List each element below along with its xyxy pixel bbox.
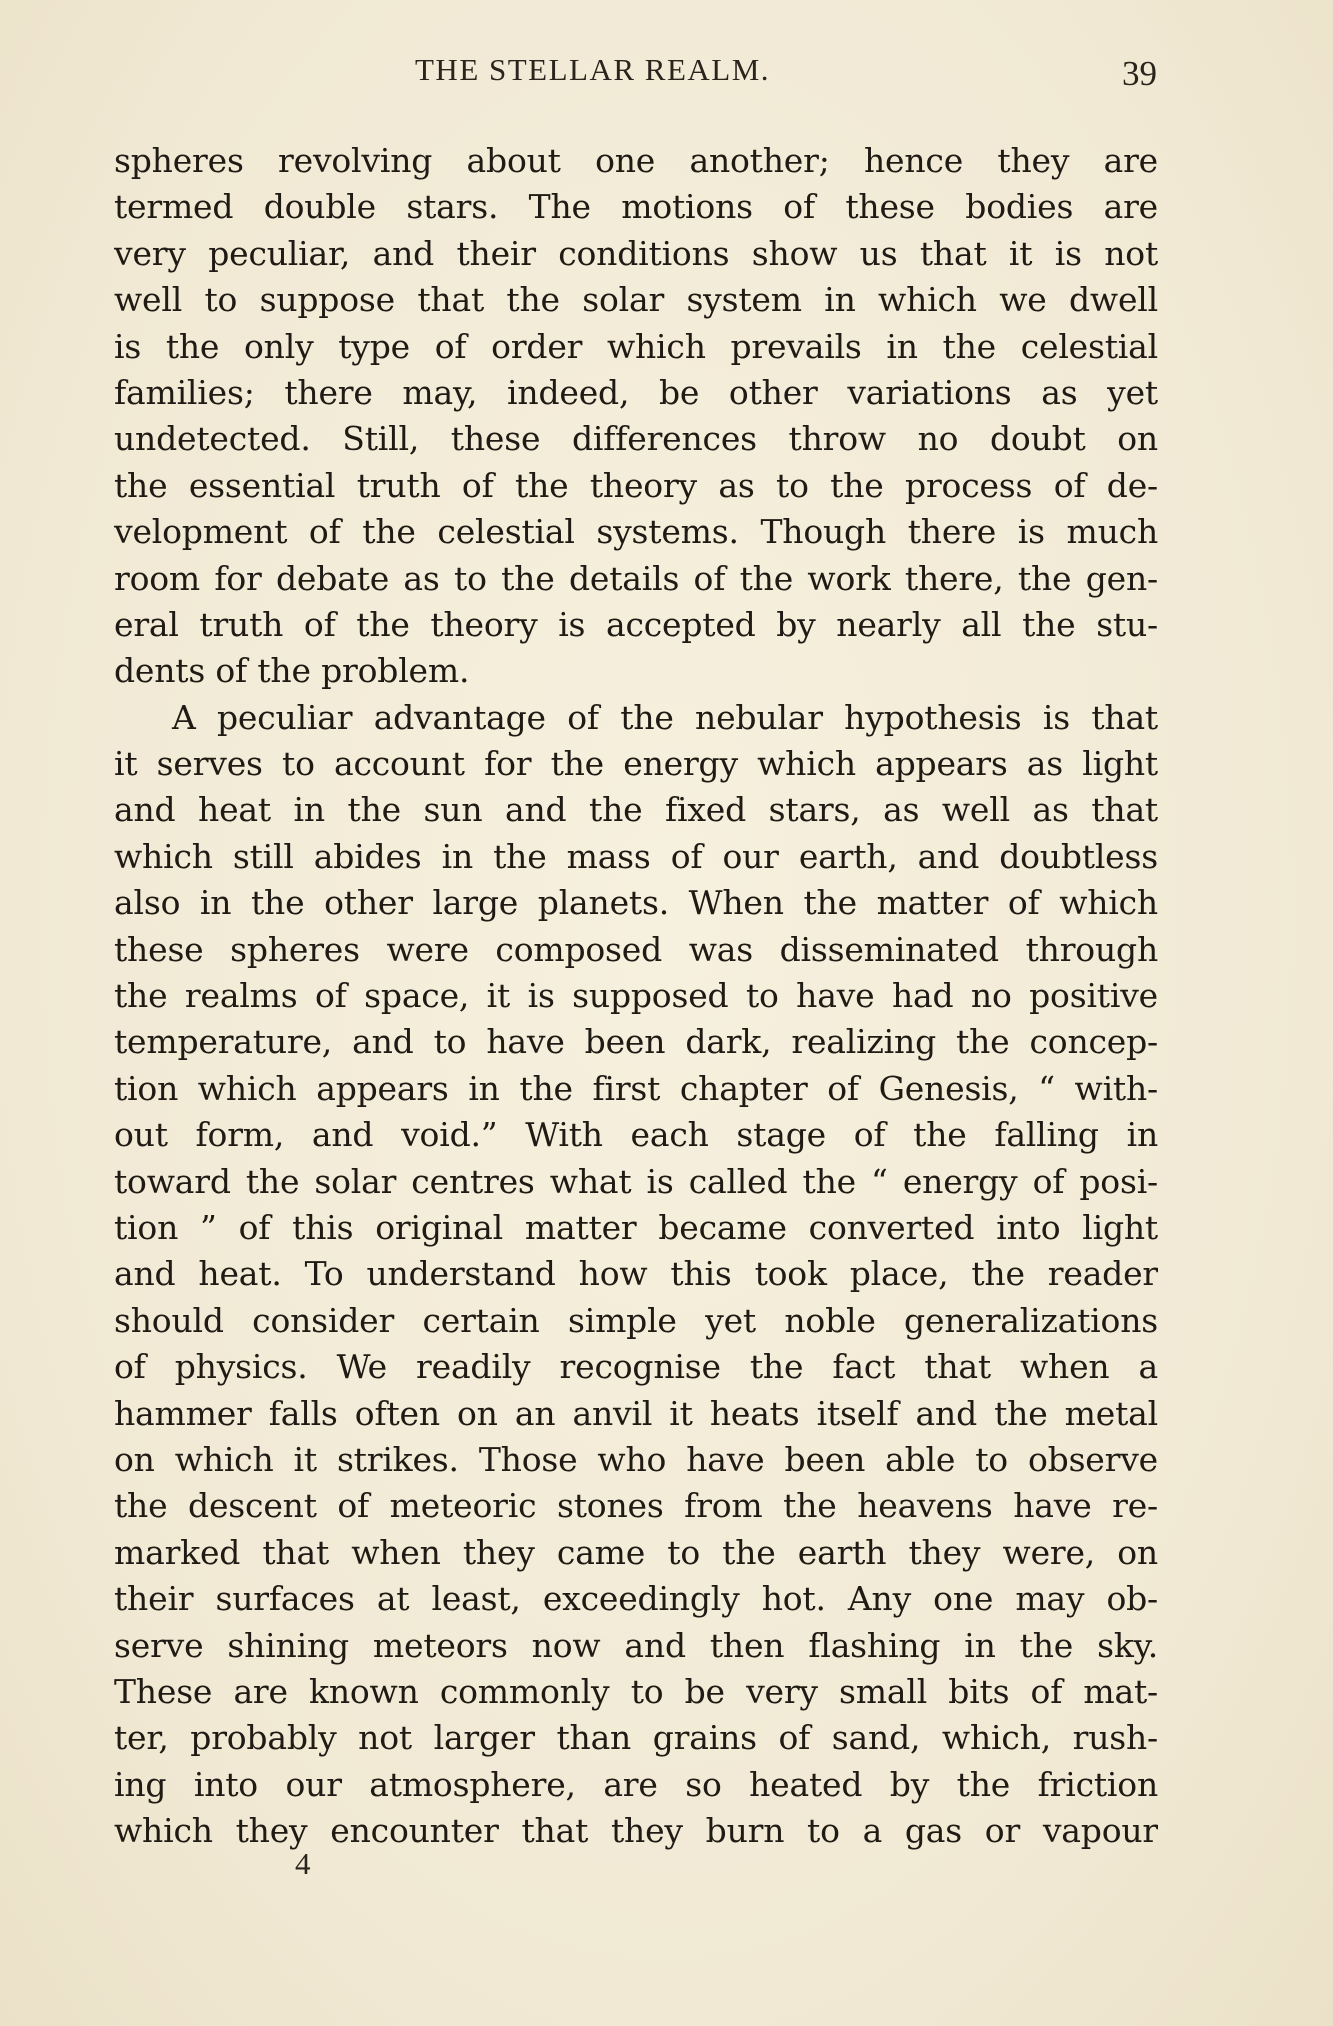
text-line: of physics. We readily recognise the fact that when a (114, 1347, 1158, 1387)
text-line: eral truth of the theory is accepted by nearly all the stu- (114, 604, 1158, 644)
text-line: very peculiar, and their conditions show us that it is not (114, 233, 1158, 273)
text-line: which still abides in the mass of our earth, and doubtless (114, 836, 1158, 876)
text-line: marked that when they came to the earth they were, on (114, 1532, 1158, 1572)
text-line: serve shining meteors now and then flashing in the sky. (114, 1625, 1158, 1665)
text-line: velopment of the celestial systems. Though there is much (114, 512, 1158, 552)
text-line: ing into our atmosphere, are so heated by the friction (114, 1764, 1158, 1804)
text-line: and heat in the sun and the fixed stars, as well as that (114, 790, 1158, 830)
text-line: their surfaces at least, exceedingly hot. Any one may ob- (114, 1579, 1158, 1619)
body-text (114, 138, 1158, 1854)
text-line: room for debate as to the details of the work there, the gen- (114, 558, 1158, 598)
text-line: toward the solar centres what is called the “ energy of posi- (114, 1161, 1158, 1201)
text-line: termed double stars. The motions of these bodies are (114, 187, 1158, 227)
running-head-title: THE STELLAR REALM. (415, 52, 771, 87)
text-line: tion ” of this original matter became converted into light (114, 1207, 1158, 1247)
text-line: temperature, and to have been dark, realizing the concep- (114, 1022, 1158, 1062)
text-line: undetected. Still, these differences throw no doubt on (114, 419, 1158, 459)
text-line: dents of the problem. (114, 651, 470, 691)
text-line: these spheres were composed was disseminated through (114, 929, 1158, 969)
paragraph-1 (114, 138, 1158, 695)
text-line: These are known commonly to be very small bits of mat- (114, 1671, 1158, 1711)
text-line: spheres revolving about one another; hence they are (114, 141, 1158, 180)
signature-mark: 4 (295, 1846, 311, 1881)
text-line: well to suppose that the solar system in which we dwell (114, 280, 1158, 320)
text-line: it serves to account for the energy which appears as light (114, 744, 1158, 784)
text-line: the descent of meteoric stones from the heavens have re- (114, 1486, 1158, 1526)
text-line: out form, and void.” With each stage of the falling in (114, 1115, 1158, 1155)
text-line: also in the other large planets. When the matter of which (114, 883, 1158, 923)
text-line: and heat. To understand how this took place, the reader (114, 1254, 1158, 1294)
text-line: on which it strikes. Those who have been able to observe (114, 1439, 1158, 1479)
text-line: the realms of space, it is supposed to have had no positive (114, 976, 1158, 1016)
text-line: families; there may, indeed, be other variations as yet (114, 372, 1158, 412)
text-line: which they encounter that they burn to a gas or vapour (114, 1811, 1158, 1851)
paragraph-2 (114, 695, 1158, 1855)
text-line: hammer falls often on an anvil it heats itself and the metal (114, 1393, 1158, 1433)
text-line: A peculiar advantage of the nebular hypothesis is that (172, 697, 1158, 737)
page-number: 39 (1122, 54, 1157, 93)
text-line: the essential truth of the theory as to the process of de- (114, 465, 1158, 505)
text-line: tion which appears in the first chapter of Genesis, “ with- (114, 1068, 1158, 1108)
text-line: is the only type of order which prevails in the celestial (114, 326, 1158, 366)
text-line: ter, probably not larger than grains of sand, which, rush- (114, 1718, 1158, 1758)
text-line: should consider certain simple yet noble generalizations (114, 1300, 1158, 1340)
